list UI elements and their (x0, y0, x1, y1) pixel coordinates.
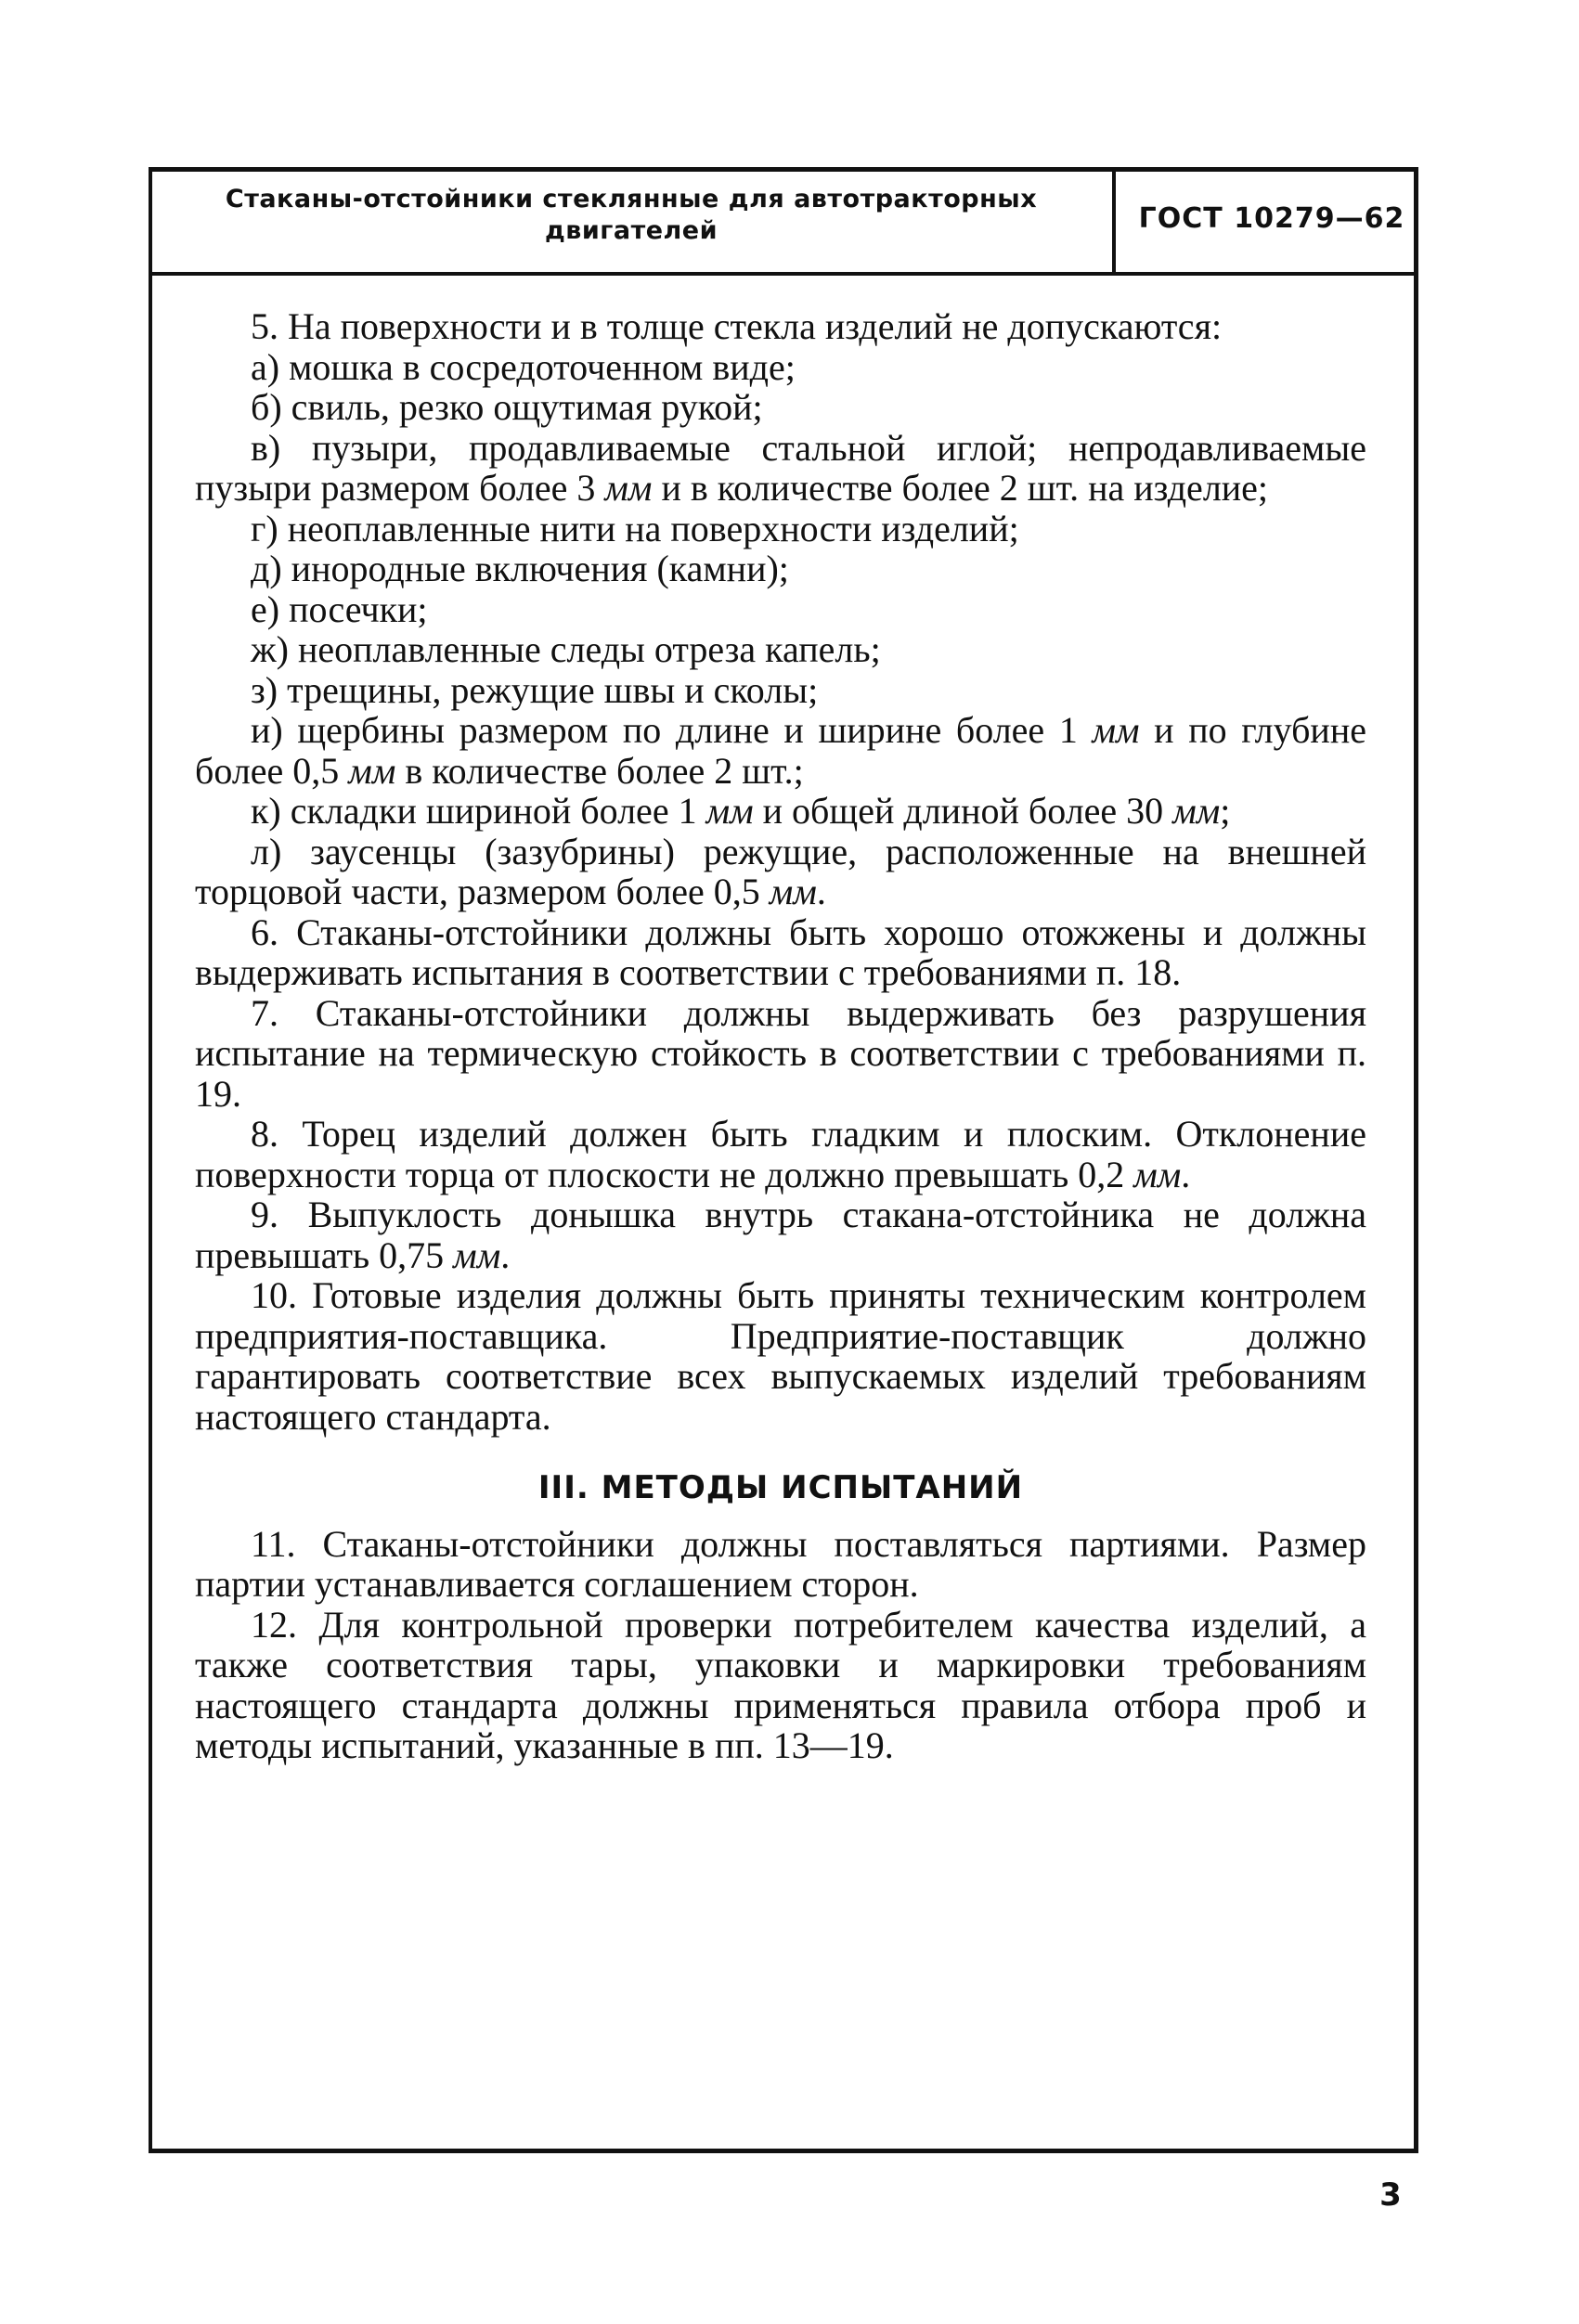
header-title: Стаканы-отстойники стеклянные для автотракторных двигателей (225, 185, 1038, 245)
page-frame (149, 167, 1418, 2153)
clause-7: 7. Стаканы-отстойники должны выдерживать без разрушения испытание на термическую стойкость в соответствии с требованиями п. 19. (195, 991, 1366, 1115)
item-zh: ж) неоплавленные следы отреза капель; (251, 628, 881, 670)
clause-9: 9. Выпуклость донышка внутрь стакана-отстойника не должна превышать 0,75 мм. (195, 1194, 1366, 1276)
right-rule (1414, 167, 1418, 2153)
bottom-rule (149, 2149, 1418, 2153)
item-k: к) складки шириной более 1 мм и общей длиной более 30 мм; (251, 790, 1231, 832)
spacer (195, 1509, 1366, 1524)
document-body (195, 306, 1366, 1766)
clause-8: 8. Торец изделий должен быть гладким и плоским. Отклонение поверхности торца от плоскости не должно превышать 0,2 мм. (195, 1113, 1366, 1195)
spacer (195, 1437, 1366, 1468)
header-divider (1112, 172, 1116, 276)
standard-code: ГОСТ 10279—62 (1138, 202, 1405, 235)
header-rule (152, 272, 1414, 276)
item-d: д) инородные включения (камни); (251, 548, 789, 589)
item-z: з) трещины, режущие швы и сколы; (251, 668, 819, 711)
clause-10: 10. Готовые изделия должны быть приняты техническим контролем предприятия-поставщика. Предприятие-поставщик должно гарантировать соответствие всех выпускаемых изделий требованиям настоящего стандарта. (195, 1274, 1366, 1438)
item-v: в) пузыри, продавливаемые стальной иглой; непродавливаемые пузыри размером более 3 мм и в количестве более 2 шт. на изделие; (195, 426, 1366, 509)
item-b: б) свиль, резко ощутимая рукой; (251, 386, 763, 428)
left-rule (149, 167, 152, 2153)
section-heading: III. МЕТОДЫ ИСПЫТАНИЙ (537, 1469, 1024, 1506)
item-e: е) посечки; (251, 587, 428, 630)
clause-11: 11. Стаканы-отстойники должны поставляться партиями. Размер партии устанавливается соглашением сторон. (195, 1522, 1366, 1605)
item-l: л) заусенцы (зазубрины) режущие, расположенные на внешней торцовой части, размером более 0,5 мм. (195, 830, 1366, 912)
clause-6: 6. Стаканы-отстойники должны быть хорошо отожжены и должны выдерживать испытания в соответствии с требованиями п. 18. (195, 910, 1366, 993)
item-g: г) неоплавленные нити на поверхности изделий; (251, 507, 1019, 549)
clause-5: 5. На поверхности и в толще стекла изделий не допускаются: (251, 305, 1223, 347)
page-number: 3 (1379, 2176, 1402, 2214)
item-i: и) щербины размером по длине и ширине более 1 мм и по глубине более 0,5 мм в количестве более 2 шт.; (195, 709, 1366, 792)
item-a: а) мошка в сосредоточенном виде; (251, 345, 796, 388)
clause-12: 12. Для контрольной проверки потребителем качества изделий, а также соответствия тары, упаковки и маркировки требованиям настоящего стандарта должны применяться правила отбора проб и методы испытаний, указанные в пп. 13—19. (195, 1603, 1366, 1766)
